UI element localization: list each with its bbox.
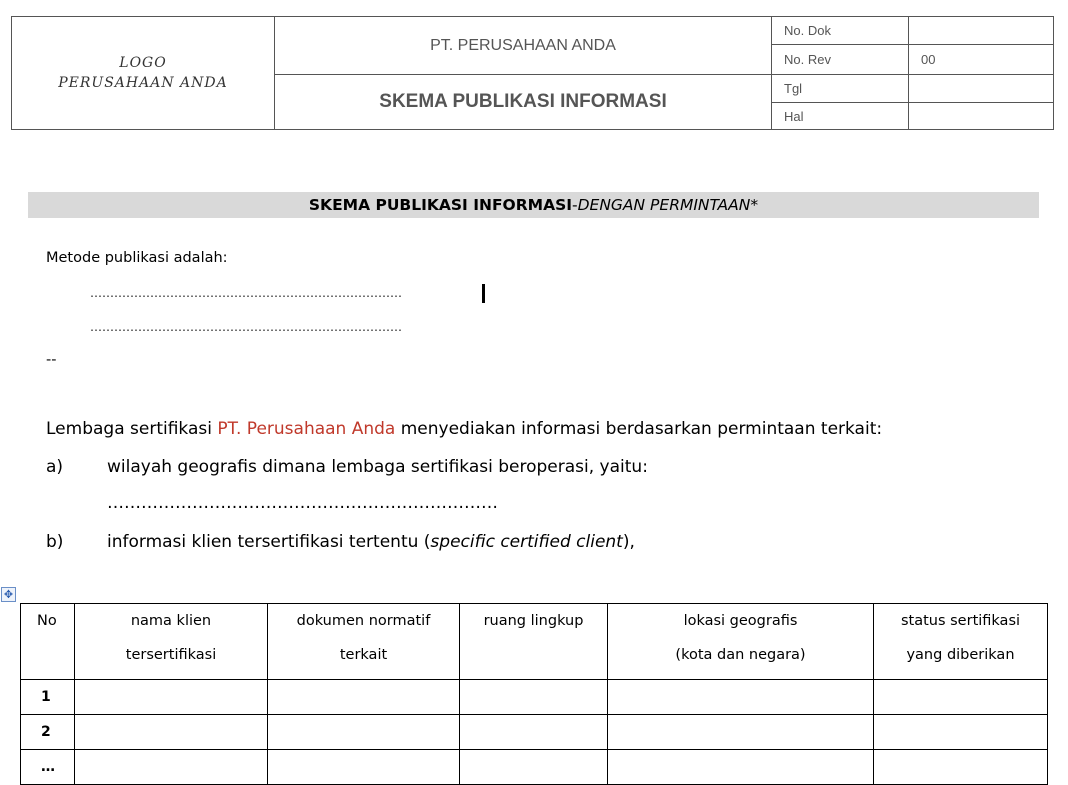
header-geographic-location [608, 604, 874, 680]
meta-value-no-dok [909, 17, 1053, 45]
logo-text-line2: PERUSAHAAN ANDA [58, 75, 228, 91]
meta-value-hal [909, 103, 1053, 129]
table-cell[interactable] [874, 680, 1048, 715]
table-cell[interactable] [460, 680, 608, 715]
item-b-text-before: informasi klien tersertifikasi tertentu ( [107, 532, 431, 552]
intro-text-after: menyediakan informasi berdasarkan permintaan terkait: [395, 419, 883, 439]
header-scope [460, 604, 608, 680]
item-b-text-italic: specific certified client [430, 532, 623, 552]
table-cell[interactable] [460, 750, 608, 785]
table-cell[interactable] [608, 680, 874, 715]
text-cursor [482, 284, 485, 303]
item-a-text: wilayah geografis dimana lembaga sertifikasi beroperasi, yaitu: [107, 457, 648, 477]
header-no [21, 604, 75, 680]
table-row [21, 680, 1048, 715]
header-certification-status-line2: yang diberikan [906, 647, 1015, 663]
intro-text-before: Lembaga sertifikasi [46, 419, 218, 439]
table-cell[interactable] [608, 750, 874, 785]
section-title-italic: DENGAN PERMINTAAN* [577, 196, 759, 214]
intro-paragraph [46, 419, 882, 439]
move-arrows-icon[interactable]: ✥ [1, 587, 16, 602]
document-title: SKEMA PUBLIKASI INFORMASI [275, 75, 772, 129]
header-client-name-line2: tersertifikasi [125, 647, 217, 663]
header-client-name-line1: nama klien [130, 613, 212, 629]
meta-label-no-rev: No. Rev [772, 45, 909, 75]
meta-value-tgl [909, 75, 1053, 103]
meta-label-tgl: Tgl [772, 75, 909, 103]
table-cell[interactable] [874, 715, 1048, 750]
table-cell[interactable] [75, 750, 268, 785]
header-certification-status-line1: status sertifikasi [900, 613, 1021, 629]
item-b-text-after: ), [622, 532, 635, 552]
dash-separator: -- [46, 352, 57, 368]
header-geographic-location-line1: lokasi geografis [683, 613, 798, 629]
item-b-marker: b) [46, 532, 64, 552]
table-cell[interactable] [460, 715, 608, 750]
company-name: PT. PERUSAHAAN ANDA [275, 17, 772, 75]
table-cell[interactable] [608, 715, 874, 750]
logo-cell [12, 17, 275, 129]
table-cell[interactable] [75, 680, 268, 715]
item-a-fill-line[interactable]: …………………………………………………………… [107, 493, 498, 513]
item-b-text [107, 532, 635, 552]
header-client-name [75, 604, 268, 680]
table-cell[interactable] [268, 680, 460, 715]
header-geographic-location-line2: (kota dan negara) [675, 647, 806, 663]
section-title-separator: - [572, 196, 578, 214]
header-normative-document [268, 604, 460, 680]
header-normative-document-line1: dokumen normatif [296, 613, 431, 629]
item-a-marker: a) [46, 457, 64, 477]
table-cell[interactable] [75, 715, 268, 750]
logo-text-line1: LOGO [119, 55, 167, 71]
method-fill-line-1[interactable]: …………………………………………………………………… [90, 286, 402, 300]
meta-label-hal: Hal [772, 103, 909, 129]
method-fill-line-2[interactable]: …………………………………………………………………… [90, 320, 402, 334]
meta-value-no-rev: 00 [909, 45, 1053, 75]
table-cell[interactable] [268, 750, 460, 785]
header-normative-document-line2: terkait [339, 647, 388, 663]
method-label: Metode publikasi adalah: [46, 250, 228, 266]
table-header-row [21, 604, 1048, 680]
section-heading [28, 192, 1039, 218]
header-no-line1: No [37, 613, 57, 629]
row-number: 2 [21, 715, 75, 750]
table-row [21, 715, 1048, 750]
meta-label-no-dok: No. Dok [772, 17, 909, 45]
row-number: 1 [21, 680, 75, 715]
document-header [11, 16, 1054, 130]
header-certification-status [874, 604, 1048, 680]
table-row [21, 750, 1048, 785]
table-cell[interactable] [874, 750, 1048, 785]
certified-client-table [20, 603, 1048, 785]
intro-company-name: PT. Perusahaan Anda [217, 419, 396, 439]
table-cell[interactable] [268, 715, 460, 750]
header-scope-line1: ruang lingkup [483, 613, 584, 629]
section-title-bold: SKEMA PUBLIKASI INFORMASI [308, 196, 572, 214]
row-number: … [21, 750, 75, 785]
